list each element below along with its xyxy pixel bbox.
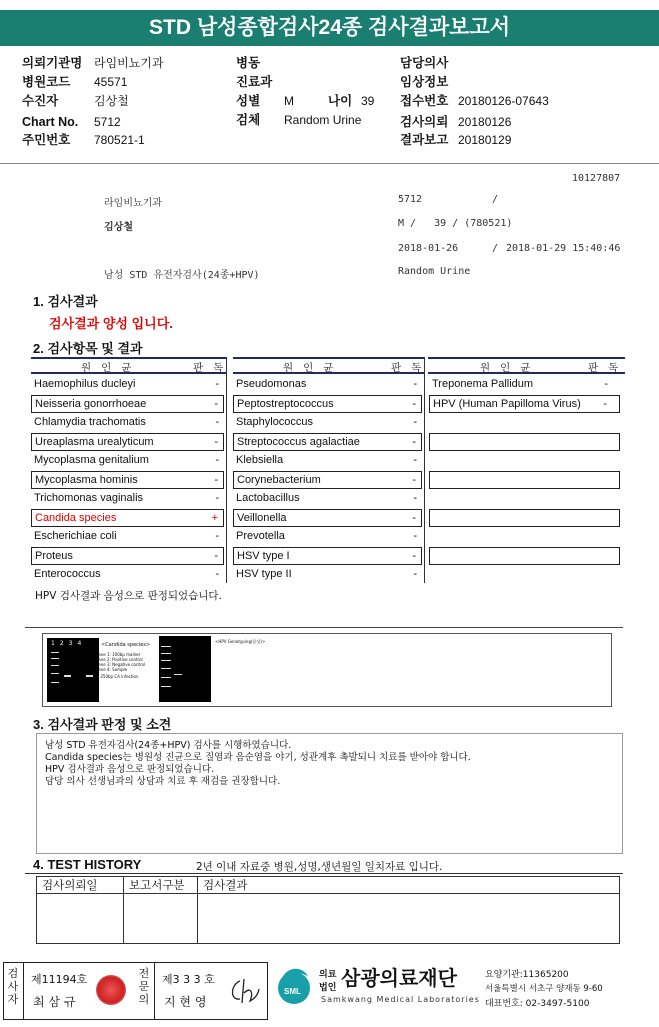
organism-row: Neisseria gonorrhoeae - xyxy=(31,395,224,413)
history-rule xyxy=(25,873,623,874)
section-divider xyxy=(25,627,623,628)
organism-row: Treponema Pallidum - xyxy=(432,378,608,390)
header-hospital-code: 병원코드 45571 xyxy=(22,75,128,89)
report-number: 10127807 xyxy=(572,173,621,184)
empty-row xyxy=(429,433,620,451)
specialist-label: 전문의 xyxy=(138,967,150,1006)
organism-row: Peptostreptococcus - xyxy=(233,395,422,413)
svg-text:SML: SML xyxy=(284,987,301,996)
header-doctor: 담당의사 xyxy=(400,56,449,70)
summary-chart-sep: / xyxy=(492,194,499,205)
summary-date-reported: 2018-01-29 15:40:46 xyxy=(506,243,621,254)
positive-result-text: 검사결과 양성 입니다. xyxy=(49,316,173,331)
sml-logo-icon xyxy=(272,964,316,1008)
gel-band-label: ◀ 250bp CA infection xyxy=(96,674,139,679)
specialist-name: 지 현 영 xyxy=(164,995,207,1009)
empty-row xyxy=(429,547,620,565)
organism-row: Klebsiella - xyxy=(236,454,417,466)
organism-row: Trichomonas vaginalis - xyxy=(34,492,219,504)
section1-heading: 1. 검사결과 xyxy=(33,294,98,309)
header-resident-no: 주민번호 780521-1 xyxy=(22,133,145,147)
empty-row xyxy=(429,509,620,527)
examiner-seal-icon xyxy=(96,975,126,1005)
organism-row: Veillonella - xyxy=(233,509,422,527)
header-sex: 성별 M xyxy=(236,94,294,108)
header-hospital-name: 의뢰기관명 라임비뇨기과 xyxy=(22,56,164,70)
candida-gel-title: <Candida species> xyxy=(101,642,151,648)
column-header-1: 원 인 균 판 독 xyxy=(31,357,226,374)
history-note: 2년 이내 자료중 병원,성명,생년월일 일치자료 입니다. xyxy=(196,861,443,873)
org-phone: 대표번호: 02-3497-5100 xyxy=(485,999,590,1009)
header-ward: 병동 xyxy=(236,56,261,70)
history-cell xyxy=(124,894,198,944)
organism-row: HSV type II - xyxy=(236,568,417,580)
column-divider-1 xyxy=(226,357,227,583)
hpv-gel-title: <HPV Genotyping(음성)> xyxy=(215,639,266,644)
examiner-name: 최 삼 규 xyxy=(33,995,76,1009)
column-header-2: 원 인 균 판 독 xyxy=(233,357,424,374)
opinion-box xyxy=(36,733,623,854)
specialist-signature-icon xyxy=(226,975,260,1007)
history-cell xyxy=(37,894,124,944)
examiner-license: 제11194호 xyxy=(31,973,88,986)
specialist-license: 제3 3 3 호 xyxy=(162,973,215,986)
org-code: 요양기관:11365200 xyxy=(485,970,569,980)
history-col-report-type: 보고서구분 xyxy=(124,877,198,894)
opinion-line: 담당 의사 선생님과의 상담과 치료 후 재검을 권장합니다. xyxy=(45,776,281,787)
org-address: 서울특별시 서초구 양재동 9-60 xyxy=(485,984,603,994)
organism-row: Pseudomonas - xyxy=(236,378,417,390)
gel-electrophoresis-image: 1234 <Candida species> Lane 1: 100bp marker Lane 2: Positive control Lane 3: Negative control Lane 4: Sample ◀ 250bp CA infection <HPV Genotyping(음성)> xyxy=(42,633,612,707)
summary-specimen: Random Urine xyxy=(398,266,471,277)
organism-row: Enterococcus - xyxy=(34,568,219,580)
history-col-request-date: 검사의뢰일 xyxy=(37,877,124,894)
history-table xyxy=(36,876,620,944)
examiner-label: 검사자 xyxy=(7,967,19,1006)
organism-row: Corynebacterium - xyxy=(233,471,422,489)
org-english-name: Samkwang Medical Laboratories xyxy=(321,995,480,1004)
summary-hospital: 라임비뇨기과 xyxy=(104,198,162,209)
org-type-top: 의료 xyxy=(319,970,337,980)
organism-row: Streptococcus agalactiae - xyxy=(233,433,422,451)
organism-row: Proteus - xyxy=(31,547,224,565)
history-col-result: 검사결과 xyxy=(198,877,620,894)
org-name: 삼광의료재단 xyxy=(341,966,457,990)
report-title: STD 남성종합검사24종 검사결과보고서 xyxy=(0,10,659,46)
section2-heading: 2. 검사항목 및 결과 xyxy=(33,341,143,356)
hpv-note: HPV 검사결과 음성으로 판정되었습니다. xyxy=(35,590,222,602)
header-specimen: 검체 Random Urine xyxy=(236,113,362,127)
summary-date-sep: / xyxy=(492,243,499,254)
organism-row: Mycoplasma hominis - xyxy=(31,471,224,489)
org-type-bottom: 법인 xyxy=(319,983,337,993)
organism-row: Escherichiae coli - xyxy=(34,530,219,542)
summary-sex-age: M / 39 / (780521) xyxy=(398,218,513,229)
column-header-3: 원 인 균 판 독 xyxy=(428,357,625,374)
organism-row: Haemophilus ducleyi - xyxy=(34,378,219,390)
header-age: 나이 39 xyxy=(328,94,375,108)
hpv-gel xyxy=(159,636,211,702)
header-receipt-no: 접수번호 20180126-07643 xyxy=(400,94,549,108)
signature-box xyxy=(3,962,268,1020)
header-department: 진료과 xyxy=(236,75,273,89)
opinion-line: Candida species는 병원성 진균으로 질염과 음순염을 야기, 성관계후 촉발되니 치료를 받아야 합니다. xyxy=(45,752,471,763)
organism-row-positive: Candida species + xyxy=(31,509,224,527)
column-divider-2 xyxy=(424,357,425,583)
header-clinical-info: 임상정보 xyxy=(400,75,449,89)
opinion-line: HPV 검사결과 음성으로 판정되었습니다. xyxy=(45,764,215,775)
candida-gel: 1234 xyxy=(47,638,99,702)
organism-row: Lactobacillus - xyxy=(236,492,417,504)
header-request-date: 검사의뢰 20180126 xyxy=(400,115,512,129)
organism-row: Ureaplasma urealyticum - xyxy=(31,433,224,451)
summary-test-name: 남성 STD 유전자검사(24종+HPV) xyxy=(104,270,260,281)
organism-row: Mycoplasma genitalium - xyxy=(34,454,219,466)
organism-row: HSV type I - xyxy=(233,547,422,565)
section4-heading: 4. TEST HISTORY xyxy=(33,857,142,872)
organism-row: Chlamydia trachomatis - xyxy=(34,416,219,428)
header-patient: 수진자 김상철 xyxy=(22,94,129,108)
section3-heading: 3. 검사결과 판정 및 소견 xyxy=(33,717,172,732)
organism-row: Staphylococcus - xyxy=(236,416,417,428)
summary-chart: 5712 xyxy=(398,194,423,205)
organism-row: Prevotella - xyxy=(236,530,417,542)
header-report-date: 결과보고 20180129 xyxy=(400,133,512,147)
summary-name: 김상철 xyxy=(104,222,133,233)
empty-row xyxy=(429,471,620,489)
history-cell xyxy=(198,894,620,944)
organism-row: HPV (Human Papilloma Virus) - xyxy=(429,395,620,413)
header-divider xyxy=(0,163,659,164)
header-chart-no: Chart No. 5712 xyxy=(22,115,121,129)
summary-date-received: 2018-01-26 xyxy=(398,243,459,254)
opinion-line: 남성 STD 유전자검사(24종+HPV) 검사를 시행하였습니다. xyxy=(45,740,292,751)
